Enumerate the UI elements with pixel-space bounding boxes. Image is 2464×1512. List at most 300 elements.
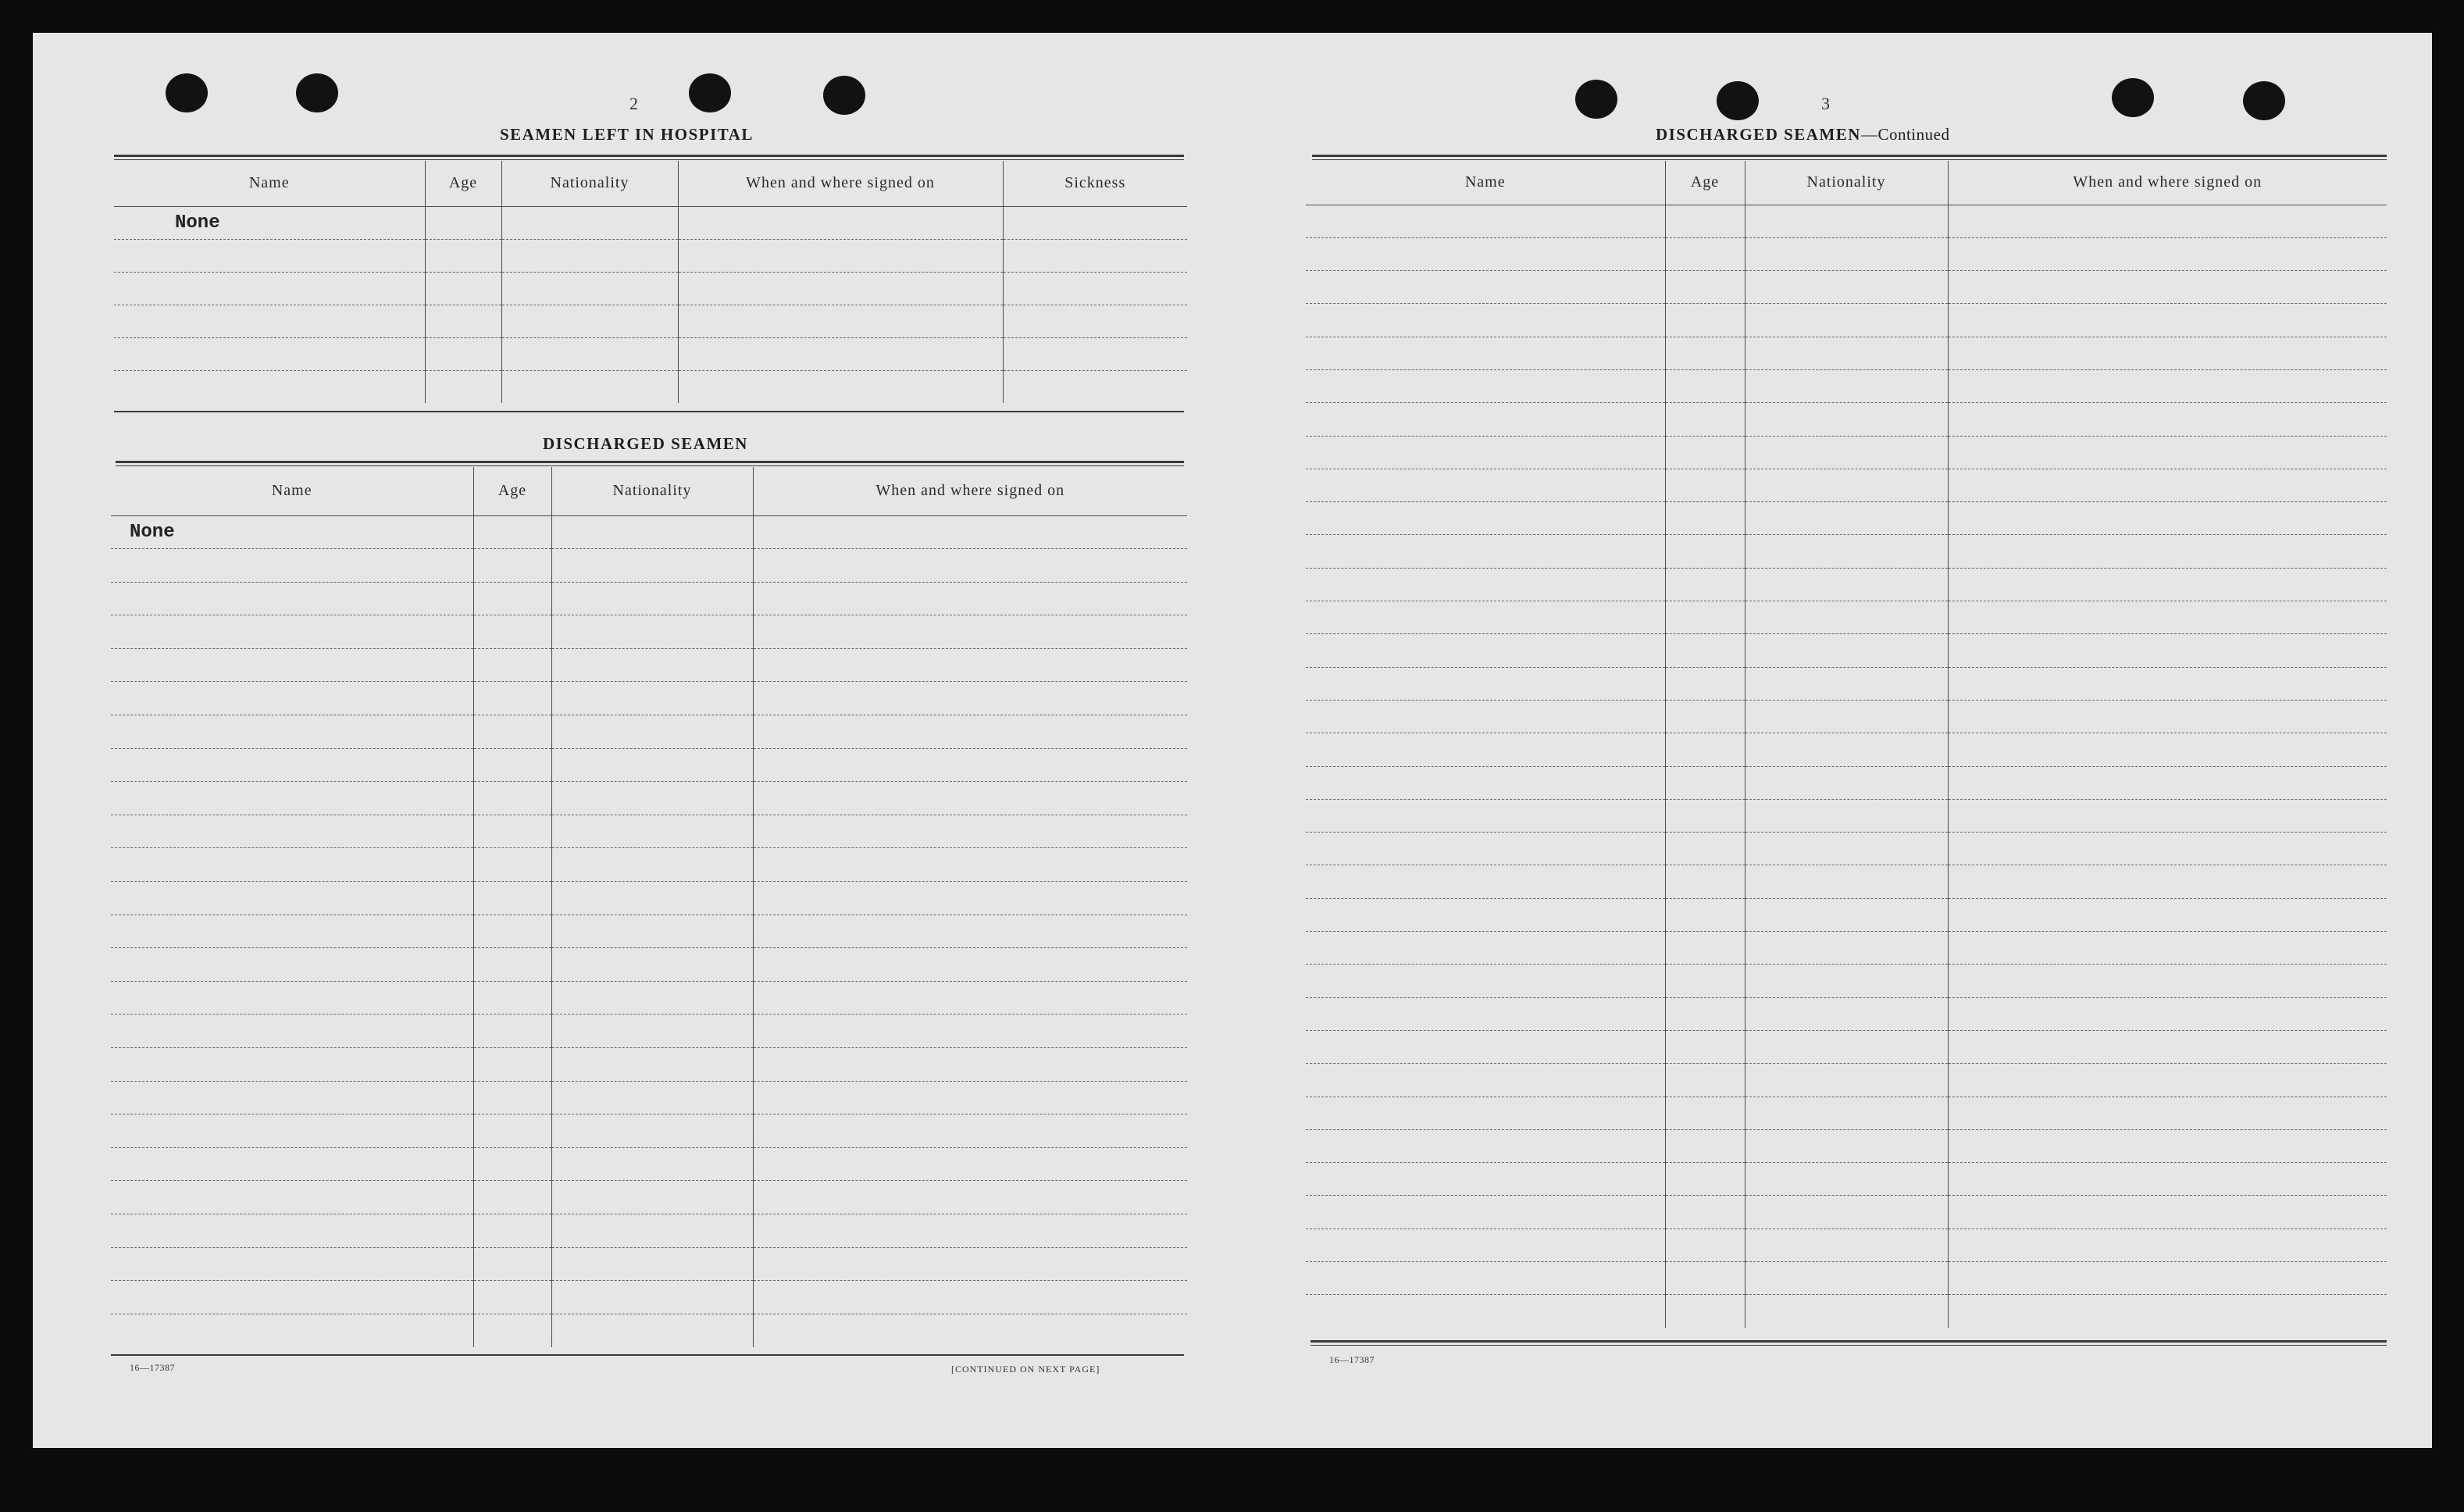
table-cell[interactable]	[473, 848, 551, 882]
table-cell[interactable]	[111, 1147, 473, 1181]
table-cell[interactable]	[1003, 206, 1187, 239]
table-cell[interactable]	[551, 782, 753, 815]
table-cell[interactable]	[1745, 1097, 1948, 1129]
table-cell[interactable]	[1745, 667, 1948, 700]
table-cell[interactable]	[1948, 667, 2387, 700]
table-cell[interactable]: None	[111, 515, 473, 549]
table-cell[interactable]	[501, 305, 678, 337]
table-cell[interactable]	[501, 239, 678, 272]
table-cell[interactable]	[1306, 304, 1665, 337]
table-cell[interactable]	[551, 1281, 753, 1314]
table-cell[interactable]	[1306, 799, 1665, 832]
table-cell[interactable]	[1948, 436, 2387, 469]
table-cell[interactable]: None	[114, 206, 425, 239]
column-header: When and where signed on	[753, 467, 1187, 515]
table-cell[interactable]	[1745, 436, 1948, 469]
table-cell[interactable]	[111, 1247, 473, 1281]
table-cell[interactable]	[114, 272, 425, 305]
punch-hole-icon	[689, 73, 731, 112]
table-cell[interactable]	[111, 1048, 473, 1082]
table-cell[interactable]	[1745, 1129, 1948, 1162]
table-cell[interactable]	[753, 882, 1187, 915]
table-cell[interactable]	[551, 615, 753, 649]
table-cell[interactable]	[111, 1114, 473, 1148]
table-cell[interactable]	[753, 782, 1187, 815]
table-cell[interactable]	[425, 239, 501, 272]
table-cell[interactable]	[1665, 1262, 1745, 1295]
table-cell[interactable]	[678, 370, 1003, 403]
table-cell[interactable]	[1306, 634, 1665, 667]
table-cell[interactable]	[753, 1314, 1187, 1347]
table-cell[interactable]	[1665, 403, 1745, 436]
table-cell[interactable]	[551, 748, 753, 782]
table-cell[interactable]	[1745, 799, 1948, 832]
table-cell[interactable]	[1665, 700, 1745, 733]
table-row	[111, 1081, 1187, 1114]
table-cell[interactable]	[473, 882, 551, 915]
table-row	[1306, 568, 2387, 601]
table-cell[interactable]	[551, 1214, 753, 1247]
table-cell[interactable]	[1665, 766, 1745, 799]
table-cell[interactable]	[501, 337, 678, 370]
table-cell[interactable]	[1745, 1295, 1948, 1328]
table-cell[interactable]	[473, 782, 551, 815]
table-cell[interactable]	[111, 1181, 473, 1214]
table-cell[interactable]	[1665, 1196, 1745, 1228]
table-cell[interactable]	[114, 239, 425, 272]
table-cell[interactable]	[1745, 337, 1948, 369]
punch-hole-icon	[2112, 78, 2154, 117]
table-cell[interactable]	[1665, 1228, 1745, 1261]
table-cell[interactable]	[111, 815, 473, 848]
table-cell[interactable]	[473, 1281, 551, 1314]
table-cell[interactable]	[1745, 1228, 1948, 1261]
table-cell[interactable]	[473, 1081, 551, 1114]
table-cell[interactable]	[1003, 239, 1187, 272]
table-cell[interactable]	[1665, 369, 1745, 402]
table-row	[1306, 733, 2387, 766]
table-cell[interactable]	[111, 748, 473, 782]
table-cell[interactable]	[1948, 1262, 2387, 1295]
table-cell[interactable]	[1745, 469, 1948, 501]
table-cell[interactable]	[473, 648, 551, 682]
table-cell[interactable]	[1948, 535, 2387, 568]
table-cell[interactable]	[753, 1181, 1187, 1214]
table-cell[interactable]	[1745, 535, 1948, 568]
punch-hole-icon	[1575, 80, 1617, 119]
table-cell[interactable]	[114, 370, 425, 403]
table-row	[111, 981, 1187, 1015]
table-cell[interactable]	[1948, 799, 2387, 832]
table-cell[interactable]	[551, 1314, 753, 1347]
table-cell[interactable]	[1665, 469, 1745, 501]
table-cell[interactable]	[1948, 733, 2387, 766]
table-cell[interactable]	[1003, 337, 1187, 370]
table-cell[interactable]	[1948, 601, 2387, 634]
table-cell[interactable]	[1665, 667, 1745, 700]
table-cell[interactable]	[753, 1081, 1187, 1114]
table-cell[interactable]	[1948, 205, 2387, 237]
table-cell[interactable]	[753, 515, 1187, 549]
table-cell[interactable]	[1665, 833, 1745, 865]
table-cell[interactable]	[111, 582, 473, 615]
table-cell[interactable]	[1745, 601, 1948, 634]
table-cell[interactable]	[1948, 469, 2387, 501]
table-cell[interactable]	[753, 1247, 1187, 1281]
table-cell[interactable]	[1306, 965, 1665, 997]
table-cell[interactable]	[1948, 271, 2387, 304]
table-cell[interactable]	[1665, 965, 1745, 997]
table-cell[interactable]	[1665, 271, 1745, 304]
table-cell[interactable]	[111, 981, 473, 1015]
table-cell[interactable]	[501, 206, 678, 239]
table-cell[interactable]	[1306, 997, 1665, 1030]
table-cell[interactable]	[551, 682, 753, 715]
table-cell[interactable]	[1665, 237, 1745, 270]
discharged-top-rule	[116, 461, 1184, 466]
table-cell[interactable]	[1948, 1163, 2387, 1196]
table-cell[interactable]	[1665, 634, 1745, 667]
table-cell[interactable]	[1306, 369, 1665, 402]
table-cell[interactable]	[473, 1114, 551, 1148]
table-cell[interactable]	[1948, 237, 2387, 270]
table-cell[interactable]	[1306, 1129, 1665, 1162]
table-cell[interactable]	[1665, 436, 1745, 469]
table-cell[interactable]	[114, 337, 425, 370]
table-cell[interactable]	[753, 848, 1187, 882]
table-cell[interactable]	[551, 1048, 753, 1082]
table-cell[interactable]	[1665, 1064, 1745, 1097]
table-cell[interactable]	[1665, 799, 1745, 832]
table-cell[interactable]	[551, 882, 753, 915]
table-row	[111, 549, 1187, 583]
table-cell[interactable]	[111, 1214, 473, 1247]
table-cell[interactable]	[1306, 733, 1665, 766]
table-cell[interactable]	[551, 1247, 753, 1281]
table-cell[interactable]	[1745, 1262, 1948, 1295]
table-cell[interactable]	[1948, 1228, 2387, 1261]
table-cell[interactable]	[114, 305, 425, 337]
table-cell[interactable]	[1745, 634, 1948, 667]
table-cell[interactable]	[551, 582, 753, 615]
table-cell[interactable]	[678, 239, 1003, 272]
table-cell[interactable]	[551, 1147, 753, 1181]
table-cell[interactable]	[473, 1214, 551, 1247]
table-cell[interactable]	[1665, 502, 1745, 535]
table-cell[interactable]	[111, 1281, 473, 1314]
table-cell[interactable]	[1745, 733, 1948, 766]
table-cell[interactable]	[1306, 568, 1665, 601]
table-cell[interactable]	[1745, 237, 1948, 270]
table-row	[1306, 898, 2387, 931]
table-cell[interactable]	[111, 648, 473, 682]
table-cell[interactable]	[1306, 766, 1665, 799]
table-cell[interactable]	[1306, 1262, 1665, 1295]
table-cell[interactable]	[1306, 932, 1665, 965]
table-cell[interactable]	[473, 549, 551, 583]
table-cell[interactable]	[1306, 469, 1665, 501]
table-cell[interactable]	[1745, 833, 1948, 865]
table-cell[interactable]	[753, 948, 1187, 982]
table-cell[interactable]	[1665, 733, 1745, 766]
table-cell[interactable]	[1306, 667, 1665, 700]
table-cell[interactable]	[501, 370, 678, 403]
table-cell[interactable]	[473, 615, 551, 649]
table-cell[interactable]	[1665, 932, 1745, 965]
table-cell[interactable]	[1948, 700, 2387, 733]
table-cell[interactable]	[1306, 898, 1665, 931]
table-row	[1306, 833, 2387, 865]
table-cell[interactable]	[473, 915, 551, 948]
table-cell[interactable]	[1306, 1196, 1665, 1228]
table-row	[1306, 1030, 2387, 1063]
discharged-continued-table	[1306, 161, 2387, 1328]
table-cell[interactable]	[1665, 1030, 1745, 1063]
table-cell[interactable]	[473, 515, 551, 549]
table-row	[1306, 1097, 2387, 1129]
table-cell[interactable]	[551, 1081, 753, 1114]
table-cell[interactable]	[753, 582, 1187, 615]
table-cell[interactable]	[1665, 997, 1745, 1030]
table-cell[interactable]	[1665, 304, 1745, 337]
table-cell[interactable]	[1948, 833, 2387, 865]
discharged-section-title: DISCHARGED SEAMEN	[543, 434, 748, 453]
table-row	[111, 1281, 1187, 1314]
table-cell[interactable]	[1306, 1030, 1665, 1063]
table-cell[interactable]	[1745, 568, 1948, 601]
table-cell[interactable]	[1665, 865, 1745, 898]
table-cell[interactable]	[1948, 369, 2387, 402]
table-cell[interactable]	[1948, 634, 2387, 667]
table-cell[interactable]	[473, 1247, 551, 1281]
table-cell[interactable]	[753, 1147, 1187, 1181]
table-cell[interactable]	[1665, 898, 1745, 931]
table-cell[interactable]	[1745, 766, 1948, 799]
table-cell[interactable]	[753, 1114, 1187, 1148]
table-cell[interactable]	[1948, 898, 2387, 931]
table-cell[interactable]	[1665, 1163, 1745, 1196]
table-cell[interactable]	[551, 815, 753, 848]
table-cell[interactable]	[1745, 1163, 1948, 1196]
table-cell[interactable]	[1665, 337, 1745, 369]
table-cell[interactable]	[1003, 305, 1187, 337]
table-row	[1306, 304, 2387, 337]
table-cell[interactable]	[473, 748, 551, 782]
table-cell[interactable]	[753, 748, 1187, 782]
table-cell[interactable]	[473, 981, 551, 1015]
table-cell[interactable]	[1948, 568, 2387, 601]
table-cell[interactable]	[678, 305, 1003, 337]
table-cell[interactable]	[1306, 205, 1665, 237]
table-cell[interactable]	[1745, 271, 1948, 304]
table-cell[interactable]	[1306, 1228, 1665, 1261]
table-cell[interactable]	[425, 370, 501, 403]
table-row	[1306, 667, 2387, 700]
table-cell[interactable]	[501, 272, 678, 305]
table-cell[interactable]	[1306, 601, 1665, 634]
table-cell[interactable]	[111, 848, 473, 882]
table-cell[interactable]	[551, 915, 753, 948]
table-cell[interactable]	[1306, 337, 1665, 369]
table-row	[111, 782, 1187, 815]
table-row	[1306, 634, 2387, 667]
table-cell[interactable]	[1745, 997, 1948, 1030]
column-header: Name	[1306, 161, 1665, 205]
table-cell[interactable]	[1948, 1196, 2387, 1228]
table-cell[interactable]	[753, 815, 1187, 848]
table-cell[interactable]	[473, 1015, 551, 1048]
table-cell[interactable]	[551, 715, 753, 749]
table-cell[interactable]	[1948, 932, 2387, 965]
table-cell[interactable]	[1948, 403, 2387, 436]
table-cell[interactable]	[1306, 403, 1665, 436]
table-cell[interactable]	[753, 615, 1187, 649]
table-cell[interactable]	[1306, 1295, 1665, 1328]
table-row	[1306, 700, 2387, 733]
table-cell[interactable]	[551, 1181, 753, 1214]
table-cell[interactable]	[1745, 1064, 1948, 1097]
table-cell[interactable]	[1948, 1295, 2387, 1328]
table-cell[interactable]	[1948, 337, 2387, 369]
table-row	[111, 715, 1187, 749]
table-cell[interactable]	[425, 272, 501, 305]
table-cell[interactable]	[1306, 833, 1665, 865]
table-cell[interactable]	[425, 305, 501, 337]
table-cell[interactable]	[473, 1181, 551, 1214]
table-cell[interactable]	[111, 682, 473, 715]
table-cell[interactable]	[111, 549, 473, 583]
table-cell[interactable]	[678, 206, 1003, 239]
table-cell[interactable]	[473, 1314, 551, 1347]
table-cell[interactable]	[473, 682, 551, 715]
table-cell[interactable]	[1745, 403, 1948, 436]
table-cell[interactable]	[1306, 865, 1665, 898]
table-cell[interactable]	[753, 1214, 1187, 1247]
table-cell[interactable]	[551, 948, 753, 982]
table-cell[interactable]	[1306, 436, 1665, 469]
table-cell[interactable]	[1745, 502, 1948, 535]
table-cell[interactable]	[111, 1015, 473, 1048]
table-cell[interactable]	[1948, 865, 2387, 898]
table-cell[interactable]	[678, 337, 1003, 370]
table-cell[interactable]	[111, 615, 473, 649]
table-row	[1306, 997, 2387, 1030]
table-cell[interactable]	[753, 1048, 1187, 1082]
table-cell[interactable]	[1306, 271, 1665, 304]
table-cell[interactable]	[111, 715, 473, 749]
table-cell[interactable]	[753, 915, 1187, 948]
table-cell[interactable]	[1665, 1295, 1745, 1328]
table-cell[interactable]	[753, 549, 1187, 583]
table-cell[interactable]	[1665, 568, 1745, 601]
table-cell[interactable]	[1745, 304, 1948, 337]
table-row	[1306, 766, 2387, 799]
table-cell[interactable]	[551, 549, 753, 583]
table-cell[interactable]	[1306, 1097, 1665, 1129]
table-cell[interactable]	[425, 337, 501, 370]
table-cell[interactable]	[551, 1114, 753, 1148]
page-number-right: 3	[1821, 94, 1830, 113]
table-cell[interactable]	[1948, 1030, 2387, 1063]
table-cell[interactable]	[1306, 535, 1665, 568]
table-cell[interactable]	[1003, 370, 1187, 403]
table-cell[interactable]	[1306, 700, 1665, 733]
table-cell[interactable]	[473, 582, 551, 615]
table-cell[interactable]	[473, 948, 551, 982]
table-cell[interactable]	[111, 782, 473, 815]
hospital-table	[114, 161, 1187, 403]
table-cell[interactable]	[678, 272, 1003, 305]
table-cell[interactable]	[1745, 865, 1948, 898]
table-cell[interactable]	[1948, 1097, 2387, 1129]
table-cell[interactable]	[753, 648, 1187, 682]
table-cell[interactable]	[1665, 1097, 1745, 1129]
table-row	[111, 1114, 1187, 1148]
table-cell[interactable]	[473, 1048, 551, 1082]
table-cell[interactable]	[753, 1281, 1187, 1314]
table-cell[interactable]	[1948, 997, 2387, 1030]
table-cell[interactable]	[473, 1147, 551, 1181]
table-cell[interactable]	[111, 882, 473, 915]
table-cell[interactable]	[1306, 1163, 1665, 1196]
table-cell[interactable]	[1948, 304, 2387, 337]
table-cell[interactable]	[1306, 237, 1665, 270]
table-cell[interactable]	[551, 1015, 753, 1048]
table-cell[interactable]	[1745, 1196, 1948, 1228]
table-row	[1306, 403, 2387, 436]
table-cell[interactable]	[551, 981, 753, 1015]
table-cell[interactable]	[753, 1015, 1187, 1048]
table-cell[interactable]	[1948, 965, 2387, 997]
table-cell[interactable]	[753, 981, 1187, 1015]
table-cell[interactable]	[473, 815, 551, 848]
table-cell[interactable]	[1948, 1129, 2387, 1162]
table-cell[interactable]	[1665, 601, 1745, 634]
table-cell[interactable]	[1948, 1064, 2387, 1097]
table-cell[interactable]	[1745, 1030, 1948, 1063]
column-header: Nationality	[501, 161, 678, 206]
table-cell[interactable]	[1745, 965, 1948, 997]
table-cell[interactable]	[551, 515, 753, 549]
table-cell[interactable]	[1745, 932, 1948, 965]
table-cell[interactable]	[753, 715, 1187, 749]
table-cell[interactable]	[1665, 535, 1745, 568]
table-cell[interactable]	[111, 948, 473, 982]
table-cell[interactable]	[1306, 1064, 1665, 1097]
table-cell[interactable]	[473, 715, 551, 749]
table-cell[interactable]	[425, 206, 501, 239]
table-cell[interactable]	[1306, 502, 1665, 535]
table-cell[interactable]	[1745, 369, 1948, 402]
table-cell[interactable]	[1003, 272, 1187, 305]
table-cell[interactable]	[1665, 1129, 1745, 1162]
table-cell[interactable]	[111, 915, 473, 948]
table-cell[interactable]	[111, 1081, 473, 1114]
table-cell[interactable]	[111, 1314, 473, 1347]
table-cell[interactable]	[1948, 502, 2387, 535]
table-cell[interactable]	[1745, 898, 1948, 931]
table-cell[interactable]	[551, 848, 753, 882]
table-cell[interactable]	[551, 648, 753, 682]
table-cell[interactable]	[1948, 766, 2387, 799]
table-cell[interactable]	[1745, 700, 1948, 733]
table-cell[interactable]	[753, 682, 1187, 715]
column-header: Age	[473, 467, 551, 515]
right-title-main: DISCHARGED SEAMEN	[1656, 125, 1861, 144]
column-header: When and where signed on	[1948, 161, 2387, 205]
table-cell[interactable]	[1665, 205, 1745, 237]
table-cell[interactable]	[1745, 205, 1948, 237]
